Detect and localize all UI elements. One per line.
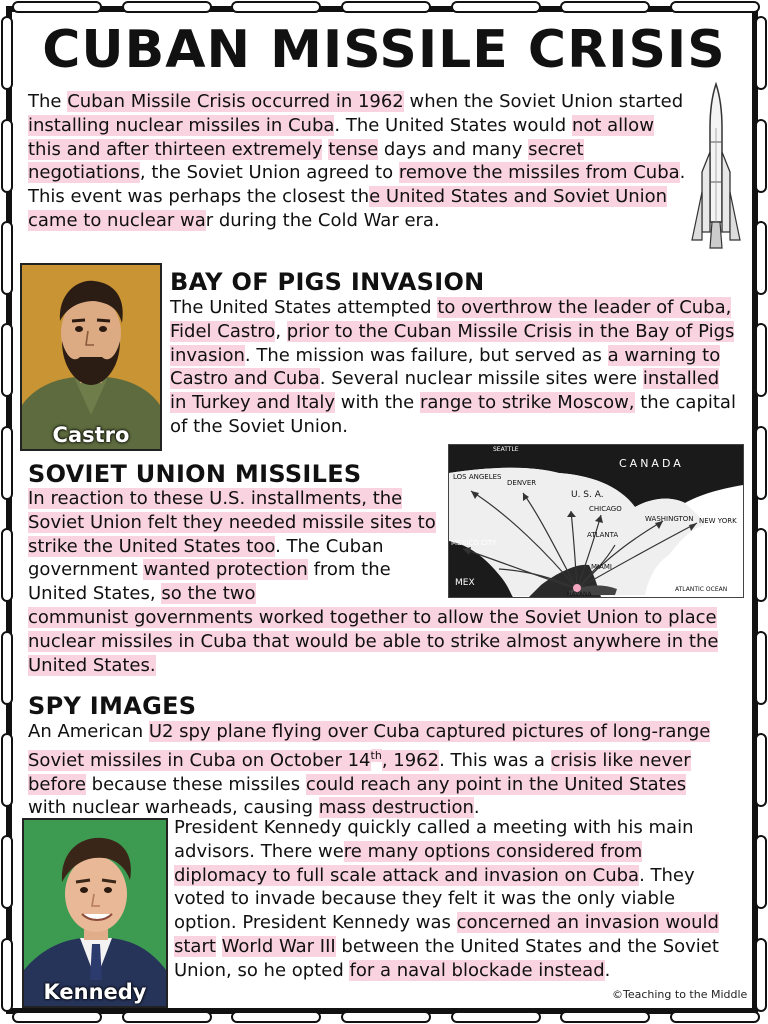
border-bone <box>755 631 767 705</box>
border-bone <box>670 1 760 13</box>
border-bone <box>1 938 13 1012</box>
map-label-mexico-city: MEXICO CITY <box>451 539 497 547</box>
border-bone <box>122 1011 212 1023</box>
body-text: , <box>275 320 287 342</box>
border-bone <box>231 1 321 13</box>
map-label-atlantic: ATLANTIC OCEAN <box>675 586 728 593</box>
body-text: The United States attempted <box>170 297 438 318</box>
map-label-havana: HAVANA <box>567 591 592 597</box>
border-bone <box>755 119 767 193</box>
body-text <box>216 936 222 957</box>
map-illustration-icon <box>449 445 743 597</box>
body-text: . <box>604 959 611 981</box>
highlighted-text: , 1962 <box>381 749 440 771</box>
border-bone <box>1 323 13 397</box>
highlighted-text: remove the missiles from Cuba <box>398 162 680 184</box>
highlighted-text: to overthrow the leader of Cuba, Fidel Castro <box>170 297 732 342</box>
page-title: CUBAN MISSILE CRISIS <box>42 20 726 80</box>
highlighted-text: In reaction to these U.S. installments, the Soviet Union felt they needed missile sites to strike the United States too <box>28 488 436 557</box>
soviet-missiles-heading: SOVIET UNION MISSILES <box>28 460 362 488</box>
border-bone <box>1 119 13 193</box>
border-bone <box>1 426 13 500</box>
body-text: the capital of the Soviet Union. <box>170 392 736 437</box>
highlighted-text: crisis like never before <box>28 749 691 795</box>
border-bone <box>755 221 767 295</box>
body-text: from the United States, <box>28 559 391 605</box>
highlighted-text: range to strike Moscow, <box>419 392 635 414</box>
highlighted-text: concerned an invasion would start <box>174 912 719 957</box>
border-bone <box>231 1011 321 1023</box>
ordinal-suffix: th <box>370 748 382 762</box>
body-text: with nuclear warheads, causing <box>28 797 319 819</box>
body-text: The <box>28 91 68 112</box>
border-bone <box>1 221 13 295</box>
highlighted-text: installing nuclear missiles in Cuba <box>28 114 335 136</box>
body-text: . Several nuclear missile sites were <box>319 368 643 390</box>
highlighted-text: installed in Turkey and Italy <box>170 368 720 414</box>
border-bone <box>560 1011 650 1023</box>
map-label-los-angeles: LOS ANGELES <box>453 473 502 481</box>
body-text: . The Cuban government <box>28 535 384 581</box>
body-text: with the <box>335 392 420 414</box>
kennedy-caption: Kennedy <box>43 980 147 1004</box>
border-bone <box>341 1011 431 1023</box>
highlighted-text: not allow this and after thirteen extremely <box>28 114 654 160</box>
highlighted-text: e United States and Soviet Union came to nuclear wa <box>28 186 668 231</box>
map-label-washington: WASHINGTON <box>645 515 694 523</box>
bay-of-pigs-heading: BAY OF PIGS INVASION <box>170 268 485 296</box>
body-text: President Kennedy quickly called a meeting with his main advisors. There we <box>174 817 694 862</box>
missile-range-map <box>448 444 744 598</box>
body-text: . This was a <box>439 749 551 771</box>
body-text: days and many <box>378 138 529 160</box>
map-label-denver: DENVER <box>507 479 537 487</box>
map-label-canada: CANADA <box>619 457 684 470</box>
highlighted-text: U2 spy plane flying over Cuba captured pictures of long-range Soviet missiles in Cuba on October 14 <box>28 721 711 771</box>
body-text: An American <box>28 721 149 742</box>
border-bone <box>755 733 767 807</box>
border-bone <box>755 528 767 602</box>
border-bone <box>755 835 767 909</box>
soviet-missiles-paragraph-bottom <box>28 606 740 677</box>
map-label-chicago: CHICAGO <box>589 505 622 513</box>
body-text: . This event was perhaps the closest th <box>28 162 686 208</box>
bottom-border-bones <box>0 1010 768 1024</box>
border-bone <box>12 1 102 13</box>
border-bone <box>1 528 13 602</box>
border-bone <box>341 1 431 13</box>
highlighted-text: re many options considered from diplomacy to full scale attack and invasion on Cuba <box>174 840 643 886</box>
body-text: . The United States would <box>334 114 572 136</box>
copyright-credit: ©Teaching to the Middle <box>612 988 748 1001</box>
border-bone <box>1 835 13 909</box>
map-label-mex: MEX <box>455 578 475 588</box>
spy-images-paragraph-bottom <box>174 816 740 983</box>
kennedy-portrait <box>22 818 168 1008</box>
spy-images-heading: SPY IMAGES <box>28 692 197 720</box>
highlighted-text: tense <box>328 138 379 160</box>
spy-images-paragraph-top <box>28 720 730 820</box>
castro-illustration-icon <box>22 265 160 449</box>
map-label-usa: U. S. A. <box>571 490 604 500</box>
border-bone <box>755 426 767 500</box>
border-bone <box>670 1011 760 1023</box>
body-text: between the United States and the Soviet Union, so he opted <box>174 935 719 981</box>
top-border-bones <box>0 0 768 14</box>
highlighted-text: communist governments worked together to allow the Soviet Union to place nuclear missiles in Cuba that would be able to strike almost anywhere in the United States. <box>28 607 719 676</box>
border-bone <box>1 733 13 807</box>
border-bone <box>1 631 13 705</box>
border-bone <box>122 1 212 13</box>
intro-paragraph <box>28 90 688 233</box>
highlighted-text: prior to the Cuban Missile Crisis in the Bay of Pigs invasion <box>170 320 735 366</box>
highlighted-text: secret negotiations <box>28 138 584 184</box>
highlighted-text: Cuban Missile Crisis occurred in 1962 <box>67 91 404 112</box>
border-bone <box>560 1 650 13</box>
border-bone <box>12 1011 102 1023</box>
castro-caption: Castro <box>52 423 130 447</box>
bay-of-pigs-paragraph <box>170 296 740 439</box>
rocket-icon <box>688 82 744 254</box>
highlighted-text: World War III <box>221 935 336 957</box>
body-text: because these missiles <box>85 773 306 795</box>
left-border-bones <box>0 0 14 1024</box>
kennedy-illustration-icon <box>24 820 166 1006</box>
highlighted-text: so the two <box>161 583 256 605</box>
map-label-atlanta: ATLANTA <box>587 531 619 539</box>
map-label-seattle: SEATTLE <box>493 446 519 453</box>
body-text: , the Soviet Union agreed to <box>139 162 399 184</box>
soviet-missiles-paragraph-top <box>28 487 444 606</box>
map-label-miami: MIAMI <box>591 563 612 571</box>
body-text: . <box>473 797 480 819</box>
border-bone <box>755 323 767 397</box>
castro-portrait <box>20 263 162 451</box>
border-bone <box>451 1 541 13</box>
body-text: r during the Cold War era. <box>205 209 440 231</box>
highlighted-text: mass destruction <box>318 797 474 819</box>
highlighted-text: wanted protection <box>143 559 308 581</box>
border-bone <box>755 938 767 1012</box>
map-label-new-york: NEW YORK <box>699 517 737 525</box>
highlighted-text: for a naval blockade instead <box>349 959 605 981</box>
body-text: . The mission was failure, but served as <box>244 344 608 366</box>
border-bone <box>451 1011 541 1023</box>
body-text: . They voted to invade because they felt it was the only viable option. President Kennedy was <box>174 864 695 934</box>
highlighted-text: could reach any point in the United States <box>305 773 687 795</box>
body-text: when the Soviet Union started <box>403 91 684 112</box>
highlighted-text: a warning to Castro and Cuba <box>170 344 721 390</box>
right-border-bones <box>754 0 768 1024</box>
